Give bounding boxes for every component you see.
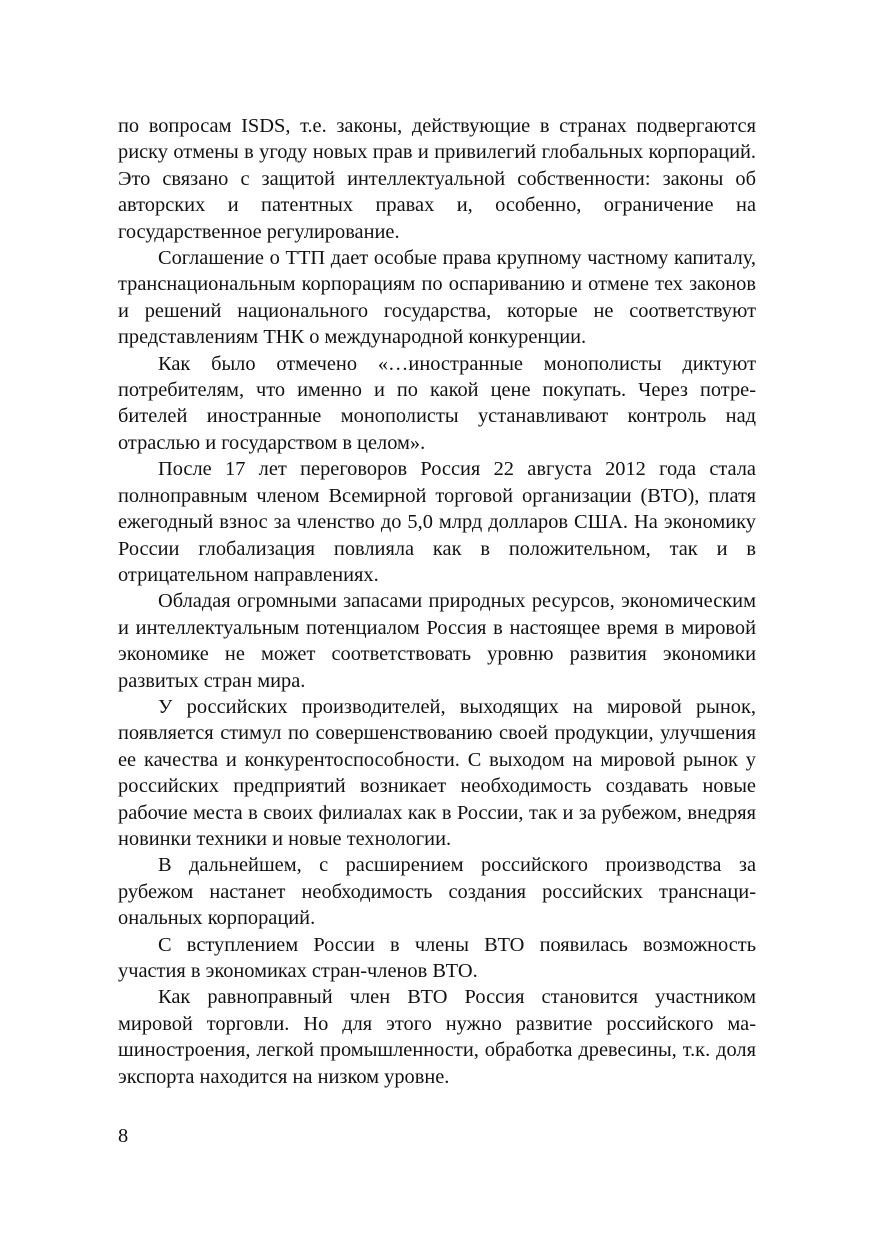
paragraph-1: по вопросам ISDS, т.е. законы, действующие в странах подвергаются риску отмены в угоду новых прав и привилегий глобальных корпораций. Это связано с защитой интеллектуальной собственности: законы об авторских и патентных правах и, особенно, ограничение на государственное регулирование. — [118, 115, 756, 243]
paragraph-4: После 17 лет переговоров Россия 22 августа 2012 года стала полноправным членом Всемирной торговой организации (ВТО), платя ежегодный взнос за членство до 5,0 млрд долларов США. На экономику России глобализация повлияла как в положительном, так и в отрицательном направлениях. — [118, 458, 756, 586]
paragraph-8: С вступлением России в члены ВТО появилась возможность участия в экономиках стран-членов ВТО. — [118, 933, 756, 982]
paragraph-6: У российских производителей, выходящих на мировой рынок, появляется стимул по совершенствованию своей продукции, улучшения ее качества и конкурентоспособности. С выходом на мировой рынок у российских предприятий возникает необходимость создавать новые рабочие места в своих филиалах как в России, так и за рубежом, внедряя новинки техники и новые технологии. — [118, 695, 756, 850]
page-number: 8 — [118, 1125, 129, 1147]
paragraph-5: Обладая огромными запасами природных ресурсов, экономическим и интеллектуальным потенциалом Россия в настоящее время в мировой экономике не может соответствовать уровню развития экономики развитых стран мира. — [118, 590, 756, 692]
paragraph-2: Соглашение о ТТП дает особые права крупному частному капиталу, транснациональным корпорациям по оспариванию и отмене тех законов и решений национального государства, которые не соответствуют представлениям ТНК о международной конкуренции. — [118, 247, 756, 349]
page-body — [118, 113, 756, 1090]
paragraph-9: Как равноправный член ВТО Россия становится участником мировой торговли. Но для этого нужно развитие российского машиностроения, легкой промышленности, обработка древесины, т.к. доля экспорта находится на низком уровне. — [118, 986, 756, 1088]
paragraph-3: Как было отмечено «…иностранные монополисты диктуют потребителям, что именно и по какой цене покупать. Через потребителей иностранные монополисты устанавливают контроль над отраслью и государством в целом». — [118, 352, 756, 454]
paragraph-7: В дальнейшем, с расширением российского производства за рубежом настанет необходимость создания российских транснациональных корпораций. — [118, 854, 756, 930]
